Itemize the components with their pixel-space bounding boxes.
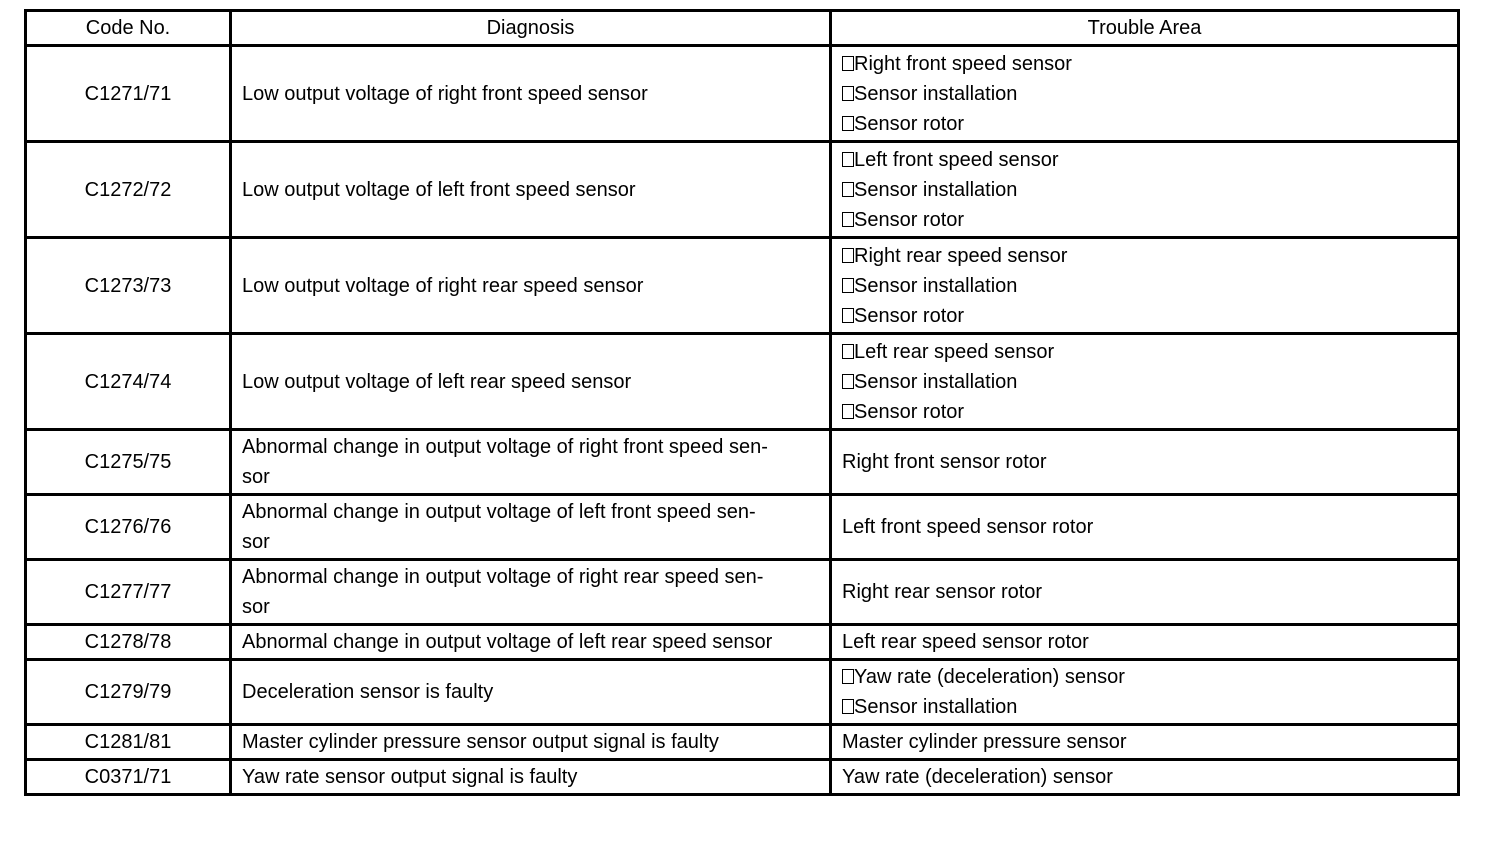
trouble-area-item	[842, 397, 1447, 427]
diagnosis-line: Low output voltage of left rear speed sensor	[242, 370, 632, 393]
trouble-area-text: Yaw rate (deceleration) sensor	[842, 766, 1113, 788]
table-row	[26, 495, 1459, 560]
diagnosis-cell	[231, 142, 831, 238]
trouble-area-cell	[831, 430, 1459, 495]
trouble-area-text: Sensor installation	[854, 274, 1018, 297]
diagnosis-cell	[231, 660, 831, 725]
trouble-area-text: Right front speed sensor	[854, 52, 1072, 75]
trouble-area-text: Right front sensor rotor	[842, 451, 1047, 473]
checkbox-square-icon	[842, 344, 854, 359]
diagnosis-line: Abnormal change in output voltage of right front speed sen-	[242, 436, 768, 458]
trouble-area-text: Sensor installation	[854, 370, 1018, 393]
table-row	[26, 238, 1459, 334]
diagnosis-cell	[231, 625, 831, 660]
diagnosis-cell	[231, 238, 831, 334]
code-cell: C1276/76	[26, 495, 231, 560]
trouble-area-item	[842, 692, 1447, 722]
diagnosis-cell	[231, 760, 831, 795]
checkbox-square-icon	[842, 699, 854, 714]
trouble-area-item	[842, 79, 1447, 109]
trouble-area-cell	[831, 495, 1459, 560]
trouble-area-item	[842, 367, 1447, 397]
header-code-no: Code No.	[26, 11, 231, 46]
trouble-area-text: Yaw rate (deceleration) sensor	[854, 666, 1125, 688]
table-row	[26, 660, 1459, 725]
table-row	[26, 560, 1459, 625]
checkbox-square-icon	[842, 56, 854, 71]
header-row	[26, 11, 1459, 46]
code-cell: C1281/81	[26, 725, 231, 760]
diagnosis-line: Master cylinder pressure sensor output signal is faulty	[242, 731, 719, 753]
checkbox-square-icon	[842, 86, 854, 101]
diagnosis-line: Yaw rate sensor output signal is faulty	[242, 766, 578, 788]
trouble-area-item	[842, 577, 1447, 607]
diagnosis-line: Low output voltage of left front speed sensor	[242, 178, 636, 201]
diagnosis-cell	[231, 495, 831, 560]
trouble-area-cell	[831, 760, 1459, 795]
table-row	[26, 760, 1459, 795]
checkbox-square-icon	[842, 374, 854, 389]
trouble-area-text: Left rear speed sensor rotor	[842, 631, 1089, 653]
trouble-area-item	[842, 447, 1447, 477]
table-row	[26, 334, 1459, 430]
table-row	[26, 430, 1459, 495]
table-row	[26, 725, 1459, 760]
checkbox-square-icon	[842, 212, 854, 227]
trouble-area-text: Sensor installation	[854, 696, 1018, 718]
checkbox-square-icon	[842, 116, 854, 131]
trouble-area-item	[842, 241, 1447, 271]
diagnosis-line: sor	[242, 531, 270, 553]
trouble-area-item	[842, 205, 1447, 235]
trouble-area-item	[842, 512, 1447, 542]
table-body	[26, 46, 1459, 795]
diagnosis-cell	[231, 334, 831, 430]
diagnosis-line: Low output voltage of right front speed sensor	[242, 82, 648, 105]
checkbox-square-icon	[842, 404, 854, 419]
trouble-area-text: Left front speed sensor rotor	[842, 516, 1094, 538]
checkbox-square-icon	[842, 278, 854, 293]
trouble-area-item	[842, 662, 1447, 692]
header-diagnosis: Diagnosis	[231, 11, 831, 46]
table-row	[26, 142, 1459, 238]
trouble-area-item	[842, 301, 1447, 331]
diagnosis-line: sor	[242, 466, 270, 488]
code-cell: C1272/72	[26, 142, 231, 238]
trouble-area-cell	[831, 142, 1459, 238]
trouble-area-text: Left rear speed sensor	[854, 340, 1055, 363]
diagnosis-line: sor	[242, 596, 270, 618]
diagnosis-line: Abnormal change in output voltage of right rear speed sen-	[242, 566, 764, 588]
diagnosis-cell	[231, 430, 831, 495]
trouble-area-text: Sensor rotor	[854, 400, 965, 423]
code-cell: C1279/79	[26, 660, 231, 725]
trouble-area-item	[842, 271, 1447, 301]
code-cell: C1277/77	[26, 560, 231, 625]
checkbox-square-icon	[842, 308, 854, 323]
trouble-area-cell	[831, 334, 1459, 430]
checkbox-square-icon	[842, 248, 854, 263]
trouble-area-text: Sensor installation	[854, 82, 1018, 105]
code-cell: C0371/71	[26, 760, 231, 795]
trouble-area-text: Sensor rotor	[854, 208, 965, 231]
code-cell: C1274/74	[26, 334, 231, 430]
trouble-area-item	[842, 762, 1447, 792]
trouble-area-item	[842, 175, 1447, 205]
diagnosis-cell	[231, 46, 831, 142]
diagnostic-code-table	[24, 9, 1460, 796]
diagnosis-cell	[231, 725, 831, 760]
trouble-area-cell	[831, 660, 1459, 725]
code-cell: C1273/73	[26, 238, 231, 334]
header-trouble-area: Trouble Area	[831, 11, 1459, 46]
trouble-area-text: Sensor rotor	[854, 304, 965, 327]
trouble-area-text: Right rear speed sensor	[854, 244, 1068, 267]
trouble-area-item	[842, 49, 1447, 79]
code-cell: C1271/71	[26, 46, 231, 142]
trouble-area-text: Master cylinder pressure sensor	[842, 731, 1127, 753]
trouble-area-text: Sensor installation	[854, 178, 1018, 201]
trouble-area-item	[842, 145, 1447, 175]
trouble-area-cell	[831, 725, 1459, 760]
trouble-area-cell	[831, 560, 1459, 625]
trouble-area-text: Sensor rotor	[854, 112, 965, 135]
trouble-area-cell	[831, 46, 1459, 142]
code-cell: C1278/78	[26, 625, 231, 660]
trouble-area-item	[842, 627, 1447, 657]
table-row	[26, 625, 1459, 660]
trouble-area-item	[842, 727, 1447, 757]
trouble-area-item	[842, 109, 1447, 139]
checkbox-square-icon	[842, 669, 854, 684]
diagnosis-line: Abnormal change in output voltage of left front speed sen-	[242, 501, 756, 523]
checkbox-square-icon	[842, 182, 854, 197]
diagnosis-line: Abnormal change in output voltage of left rear speed sensor	[242, 631, 773, 653]
trouble-area-text: Right rear sensor rotor	[842, 581, 1043, 603]
trouble-area-text: Left front speed sensor	[854, 148, 1059, 171]
checkbox-square-icon	[842, 152, 854, 167]
trouble-area-cell	[831, 238, 1459, 334]
diagnosis-line: Low output voltage of right rear speed sensor	[242, 274, 644, 297]
trouble-area-cell	[831, 625, 1459, 660]
table-row	[26, 46, 1459, 142]
diagnosis-cell	[231, 560, 831, 625]
trouble-area-item	[842, 337, 1447, 367]
diagnosis-line: Deceleration sensor is faulty	[242, 681, 494, 703]
code-cell: C1275/75	[26, 430, 231, 495]
